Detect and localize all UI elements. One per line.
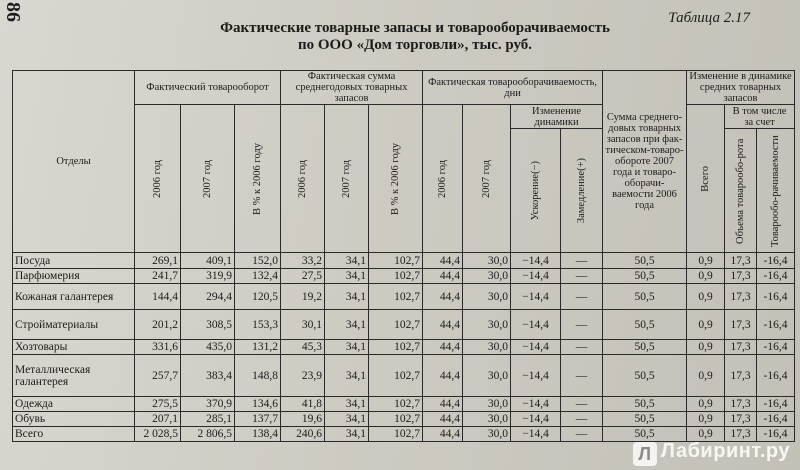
cell-vol: 17,3 xyxy=(725,412,757,427)
cell-vol: 17,3 xyxy=(725,310,757,340)
cell-d07: 30,0 xyxy=(463,284,511,310)
header-d2007: 2007 год xyxy=(481,159,493,198)
cell-tp: 134,6 xyxy=(235,397,281,412)
cell-s06: 19,2 xyxy=(281,284,325,310)
cell-acc: −14,4 xyxy=(511,397,561,412)
cell-t07: 294,4 xyxy=(181,284,235,310)
header-incl: В том числе за счет xyxy=(725,105,795,129)
cell-trn: -16,4 xyxy=(757,340,795,355)
cell-tp: 148,8 xyxy=(235,355,281,397)
table-row xyxy=(13,397,795,412)
cell-sum: 50,5 xyxy=(603,253,687,269)
cell-trn: -16,4 xyxy=(757,253,795,269)
cell-d07: 30,0 xyxy=(463,340,511,355)
cell-tot: 0,9 xyxy=(687,269,725,284)
cell-sum: 50,5 xyxy=(603,355,687,397)
cell-dec: — xyxy=(561,284,603,310)
cell-d07: 30,0 xyxy=(463,355,511,397)
cell-d06: 44,4 xyxy=(423,253,463,269)
cell-t06: 2 028,5 xyxy=(135,427,181,442)
cell-d06: 44,4 xyxy=(423,397,463,412)
cell-sum: 50,5 xyxy=(603,412,687,427)
cell-t06: 144,4 xyxy=(135,284,181,310)
cell-tot: 0,9 xyxy=(687,427,725,442)
cell-s06: 45,3 xyxy=(281,340,325,355)
cell-acc: −14,4 xyxy=(511,340,561,355)
cell-s07: 34,1 xyxy=(325,397,369,412)
header-turnover: Фактический товарооборот xyxy=(135,71,281,105)
cell-tp: 132,4 xyxy=(235,269,281,284)
cell-s06: 41,8 xyxy=(281,397,325,412)
cell-acc: −14,4 xyxy=(511,284,561,310)
cell-d07: 30,0 xyxy=(463,310,511,340)
cell-d07: 30,0 xyxy=(463,269,511,284)
cell-s07: 34,1 xyxy=(325,340,369,355)
cell-sp: 102,7 xyxy=(369,427,423,442)
header-spct: В % к 2006 году xyxy=(390,142,402,215)
header-s2006: 2006 год xyxy=(297,159,309,198)
cell-d06: 44,4 xyxy=(423,355,463,397)
cell-sum: 50,5 xyxy=(603,340,687,355)
cell-d06: 44,4 xyxy=(423,284,463,310)
cell-trn: -16,4 xyxy=(757,269,795,284)
header-acceleration: Ускорение(−) xyxy=(530,160,542,221)
page-number: 86 xyxy=(2,2,24,22)
cell-d06: 44,4 xyxy=(423,427,463,442)
cell-s07: 34,1 xyxy=(325,427,369,442)
cell-s06: 23,9 xyxy=(281,355,325,397)
cell-trn: -16,4 xyxy=(757,427,795,442)
header-departments: Отделы xyxy=(13,71,135,253)
cell-s06: 33,2 xyxy=(281,253,325,269)
cell-tp: 131,2 xyxy=(235,340,281,355)
header-sum-avg: Сумма среднего-довых товарных запасов при фак-тическом-товаро-обороте 2007 года и товаро-оборачи-ваемости 2006 года xyxy=(603,71,687,253)
cell-tp: 120,5 xyxy=(235,284,281,310)
cell-dec: — xyxy=(561,397,603,412)
table-row xyxy=(13,310,795,340)
cell-acc: −14,4 xyxy=(511,269,561,284)
cell-t07: 435,0 xyxy=(181,340,235,355)
cell-sum: 50,5 xyxy=(603,310,687,340)
cell-trn: -16,4 xyxy=(757,397,795,412)
cell-tot: 0,9 xyxy=(687,355,725,397)
cell-s06: 19,6 xyxy=(281,412,325,427)
cell-d07: 30,0 xyxy=(463,412,511,427)
inventory-table xyxy=(12,70,795,442)
cell-s07: 34,1 xyxy=(325,355,369,397)
cell-sum: 50,5 xyxy=(603,269,687,284)
cell-trn: -16,4 xyxy=(757,412,795,427)
cell-tp: 137,7 xyxy=(235,412,281,427)
cell-s06: 30,1 xyxy=(281,310,325,340)
cell-sp: 102,7 xyxy=(369,355,423,397)
cell-acc: −14,4 xyxy=(511,412,561,427)
cell-dept: Парфюмерия xyxy=(13,269,135,284)
header-deceleration: Замедление(+) xyxy=(576,157,588,224)
cell-sp: 102,7 xyxy=(369,412,423,427)
cell-t07: 2 806,5 xyxy=(181,427,235,442)
header-change-avg: Изменение в динамике средних товарных запасов xyxy=(687,71,795,105)
cell-dec: — xyxy=(561,427,603,442)
cell-tot: 0,9 xyxy=(687,284,725,310)
cell-t06: 269,1 xyxy=(135,253,181,269)
cell-t07: 319,9 xyxy=(181,269,235,284)
cell-d06: 44,4 xyxy=(423,269,463,284)
cell-dec: — xyxy=(561,269,603,284)
header-stock: Фактическая сумма среднегодовых товарных запасов xyxy=(281,71,423,105)
cell-s07: 34,1 xyxy=(325,253,369,269)
cell-acc: −14,4 xyxy=(511,355,561,397)
cell-dept: Одежда xyxy=(13,397,135,412)
cell-d06: 44,4 xyxy=(423,310,463,340)
cell-tp: 152,0 xyxy=(235,253,281,269)
cell-trn: -16,4 xyxy=(757,284,795,310)
cell-vol: 17,3 xyxy=(725,355,757,397)
cell-t07: 370,9 xyxy=(181,397,235,412)
header-t2007: 2007 год xyxy=(202,159,213,198)
cell-tot: 0,9 xyxy=(687,412,725,427)
cell-sum: 50,5 xyxy=(603,284,687,310)
cell-t06: 207,1 xyxy=(135,412,181,427)
cell-dept: Стройматериалы xyxy=(13,310,135,340)
cell-acc: −14,4 xyxy=(511,427,561,442)
cell-sp: 102,7 xyxy=(369,253,423,269)
cell-dept: Всего xyxy=(13,427,135,442)
cell-s06: 240,6 xyxy=(281,427,325,442)
cell-t07: 308,5 xyxy=(181,310,235,340)
cell-dept: Посуда xyxy=(13,253,135,269)
cell-t07: 383,4 xyxy=(181,355,235,397)
cell-d06: 44,4 xyxy=(423,340,463,355)
cell-vol: 17,3 xyxy=(725,340,757,355)
header-d2006: 2006 год xyxy=(437,159,449,198)
title-line-1: Фактические товарные запасы и товарооборачиваемость xyxy=(220,20,610,36)
cell-t06: 201,2 xyxy=(135,310,181,340)
cell-sum: 50,5 xyxy=(603,427,687,442)
table-row xyxy=(13,340,795,355)
cell-s06: 27,5 xyxy=(281,269,325,284)
cell-tp: 138,4 xyxy=(235,427,281,442)
cell-sp: 102,7 xyxy=(369,269,423,284)
cell-sum: 50,5 xyxy=(603,397,687,412)
cell-t06: 275,5 xyxy=(135,397,181,412)
table-title xyxy=(200,20,630,54)
header-change-dynamics: Изменение динамики xyxy=(511,105,603,129)
cell-vol: 17,3 xyxy=(725,269,757,284)
cell-d07: 30,0 xyxy=(463,427,511,442)
cell-sp: 102,7 xyxy=(369,397,423,412)
cell-dec: — xyxy=(561,412,603,427)
title-line-2: по ООО «Дом торговли», тыс. руб. xyxy=(297,37,533,53)
cell-tot: 0,9 xyxy=(687,397,725,412)
cell-dept: Металлическая галантерея xyxy=(13,355,135,397)
cell-dept: Кожаная галантерея xyxy=(13,284,135,310)
header-by-volume: Объема товарообо-рота xyxy=(735,137,747,244)
cell-dec: — xyxy=(561,253,603,269)
cell-sp: 102,7 xyxy=(369,310,423,340)
header-tpct: В % к 2006 году xyxy=(252,142,264,215)
cell-s07: 34,1 xyxy=(325,412,369,427)
cell-dept: Хозтовары xyxy=(13,340,135,355)
cell-d07: 30,0 xyxy=(463,253,511,269)
cell-trn: -16,4 xyxy=(757,310,795,340)
cell-tp: 153,3 xyxy=(235,310,281,340)
header-t2006: 2006 год xyxy=(152,159,163,198)
cell-tot: 0,9 xyxy=(687,340,725,355)
header-total: Всего xyxy=(700,165,712,192)
cell-t07: 285,1 xyxy=(181,412,235,427)
table-row xyxy=(13,284,795,310)
cell-vol: 17,3 xyxy=(725,397,757,412)
watermark-text: Лабиринт.ру xyxy=(660,440,790,462)
cell-s07: 34,1 xyxy=(325,269,369,284)
watermark-logo-icon: Л xyxy=(633,442,657,466)
cell-acc: −14,4 xyxy=(511,253,561,269)
cell-tot: 0,9 xyxy=(687,310,725,340)
cell-dept: Обувь xyxy=(13,412,135,427)
cell-t06: 241,7 xyxy=(135,269,181,284)
cell-s07: 34,1 xyxy=(325,310,369,340)
table-row xyxy=(13,412,795,427)
cell-vol: 17,3 xyxy=(725,284,757,310)
cell-dec: — xyxy=(561,310,603,340)
table-label: Таблица 2.17 xyxy=(668,10,750,26)
cell-sp: 102,7 xyxy=(369,284,423,310)
cell-d06: 44,4 xyxy=(423,412,463,427)
cell-dec: — xyxy=(561,340,603,355)
cell-vol: 17,3 xyxy=(725,253,757,269)
header-by-turnover: Товарообо-рачиваемости xyxy=(770,134,782,247)
table-body xyxy=(13,253,795,442)
cell-s07: 34,1 xyxy=(325,284,369,310)
table-row xyxy=(13,355,795,397)
table-row xyxy=(13,269,795,284)
header-s2007: 2007 год xyxy=(341,159,353,198)
cell-sp: 102,7 xyxy=(369,340,423,355)
header-turnover-days: Фактическая товарооборачиваемость, дни xyxy=(423,71,603,105)
cell-tot: 0,9 xyxy=(687,253,725,269)
cell-dec: — xyxy=(561,355,603,397)
watermark xyxy=(633,440,790,466)
cell-t06: 331,6 xyxy=(135,340,181,355)
cell-t06: 257,7 xyxy=(135,355,181,397)
cell-trn: -16,4 xyxy=(757,355,795,397)
cell-t07: 409,1 xyxy=(181,253,235,269)
cell-acc: −14,4 xyxy=(511,310,561,340)
table-row xyxy=(13,253,795,269)
cell-d07: 30,0 xyxy=(463,397,511,412)
cell-vol: 17,3 xyxy=(725,427,757,442)
